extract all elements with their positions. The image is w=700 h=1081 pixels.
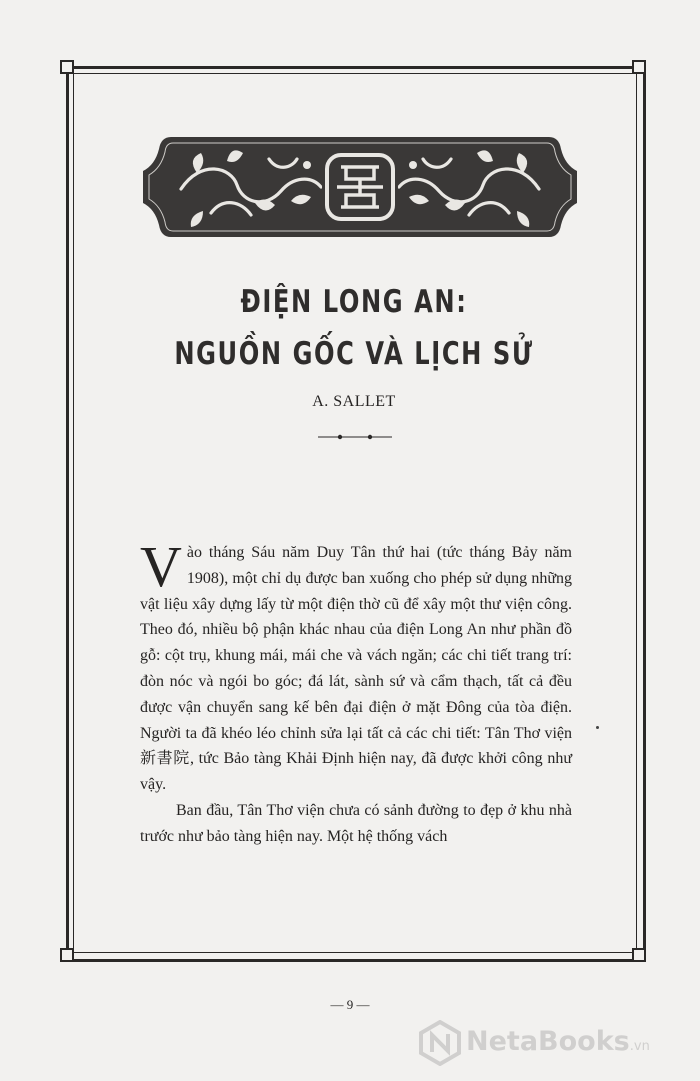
frame-corner-bottom-left [60, 948, 74, 962]
watermark-suffix: .vn [629, 1039, 650, 1054]
watermark-text [466, 1026, 650, 1057]
header-ornament-icon [141, 131, 579, 243]
page-number: — 9 — [330, 997, 370, 1012]
paragraph-1 [140, 534, 572, 798]
watermark-brand: NetaBooks [466, 1026, 630, 1057]
drop-cap: V [140, 534, 182, 599]
author-name: A. SALLET [312, 393, 396, 410]
frame-corner-bottom-right [632, 948, 646, 962]
body-text [140, 534, 572, 850]
watermark-logo-icon [418, 1020, 462, 1066]
divider-icon [318, 430, 392, 444]
chapter-title-line-2: NGUỒN GỐC VÀ LỊCH SỬ [174, 336, 534, 372]
paragraph-1-text: ào tháng Sáu năm Duy Tân thứ hai (tức tháng Bảy năm 1908), một chỉ dụ được ban xuống cho phép sử dụng những vật liệu xây dựng lấy từ một điện thờ cũ để xây một thư viện công. Theo đó, nhiều bộ phận khác nhau của điện Long An như phần đồ gỗ: cột trụ, khung mái, mái che và vách ngăn; các chi tiết trang trí: đòn nóc và ngói bo góc; đá lát, sành sứ và cẩm thạch, tất cả đều được vận chuyển sang kế bên đại điện ở mặt Đông của tòa điện. Người ta đã khéo léo chỉnh sửa lại tất cả các chi tiết: Tân Thơ viện 新書院, tức Bảo tàng Khải Định hiện nay, đã được khởi công như vậy. [140, 544, 572, 794]
frame-corner-top-right [632, 60, 646, 74]
print-speck [596, 726, 599, 729]
chapter-title-line-1: ĐIỆN LONG AN: [240, 284, 468, 320]
paragraph-2: Ban đầu, Tân Thơ viện chưa có sảnh đường to đẹp ở khu nhà trước như bảo tàng hiện nay. Một hệ thống vách [140, 801, 572, 845]
watermark [418, 1020, 680, 1066]
frame-corner-top-left [60, 60, 74, 74]
